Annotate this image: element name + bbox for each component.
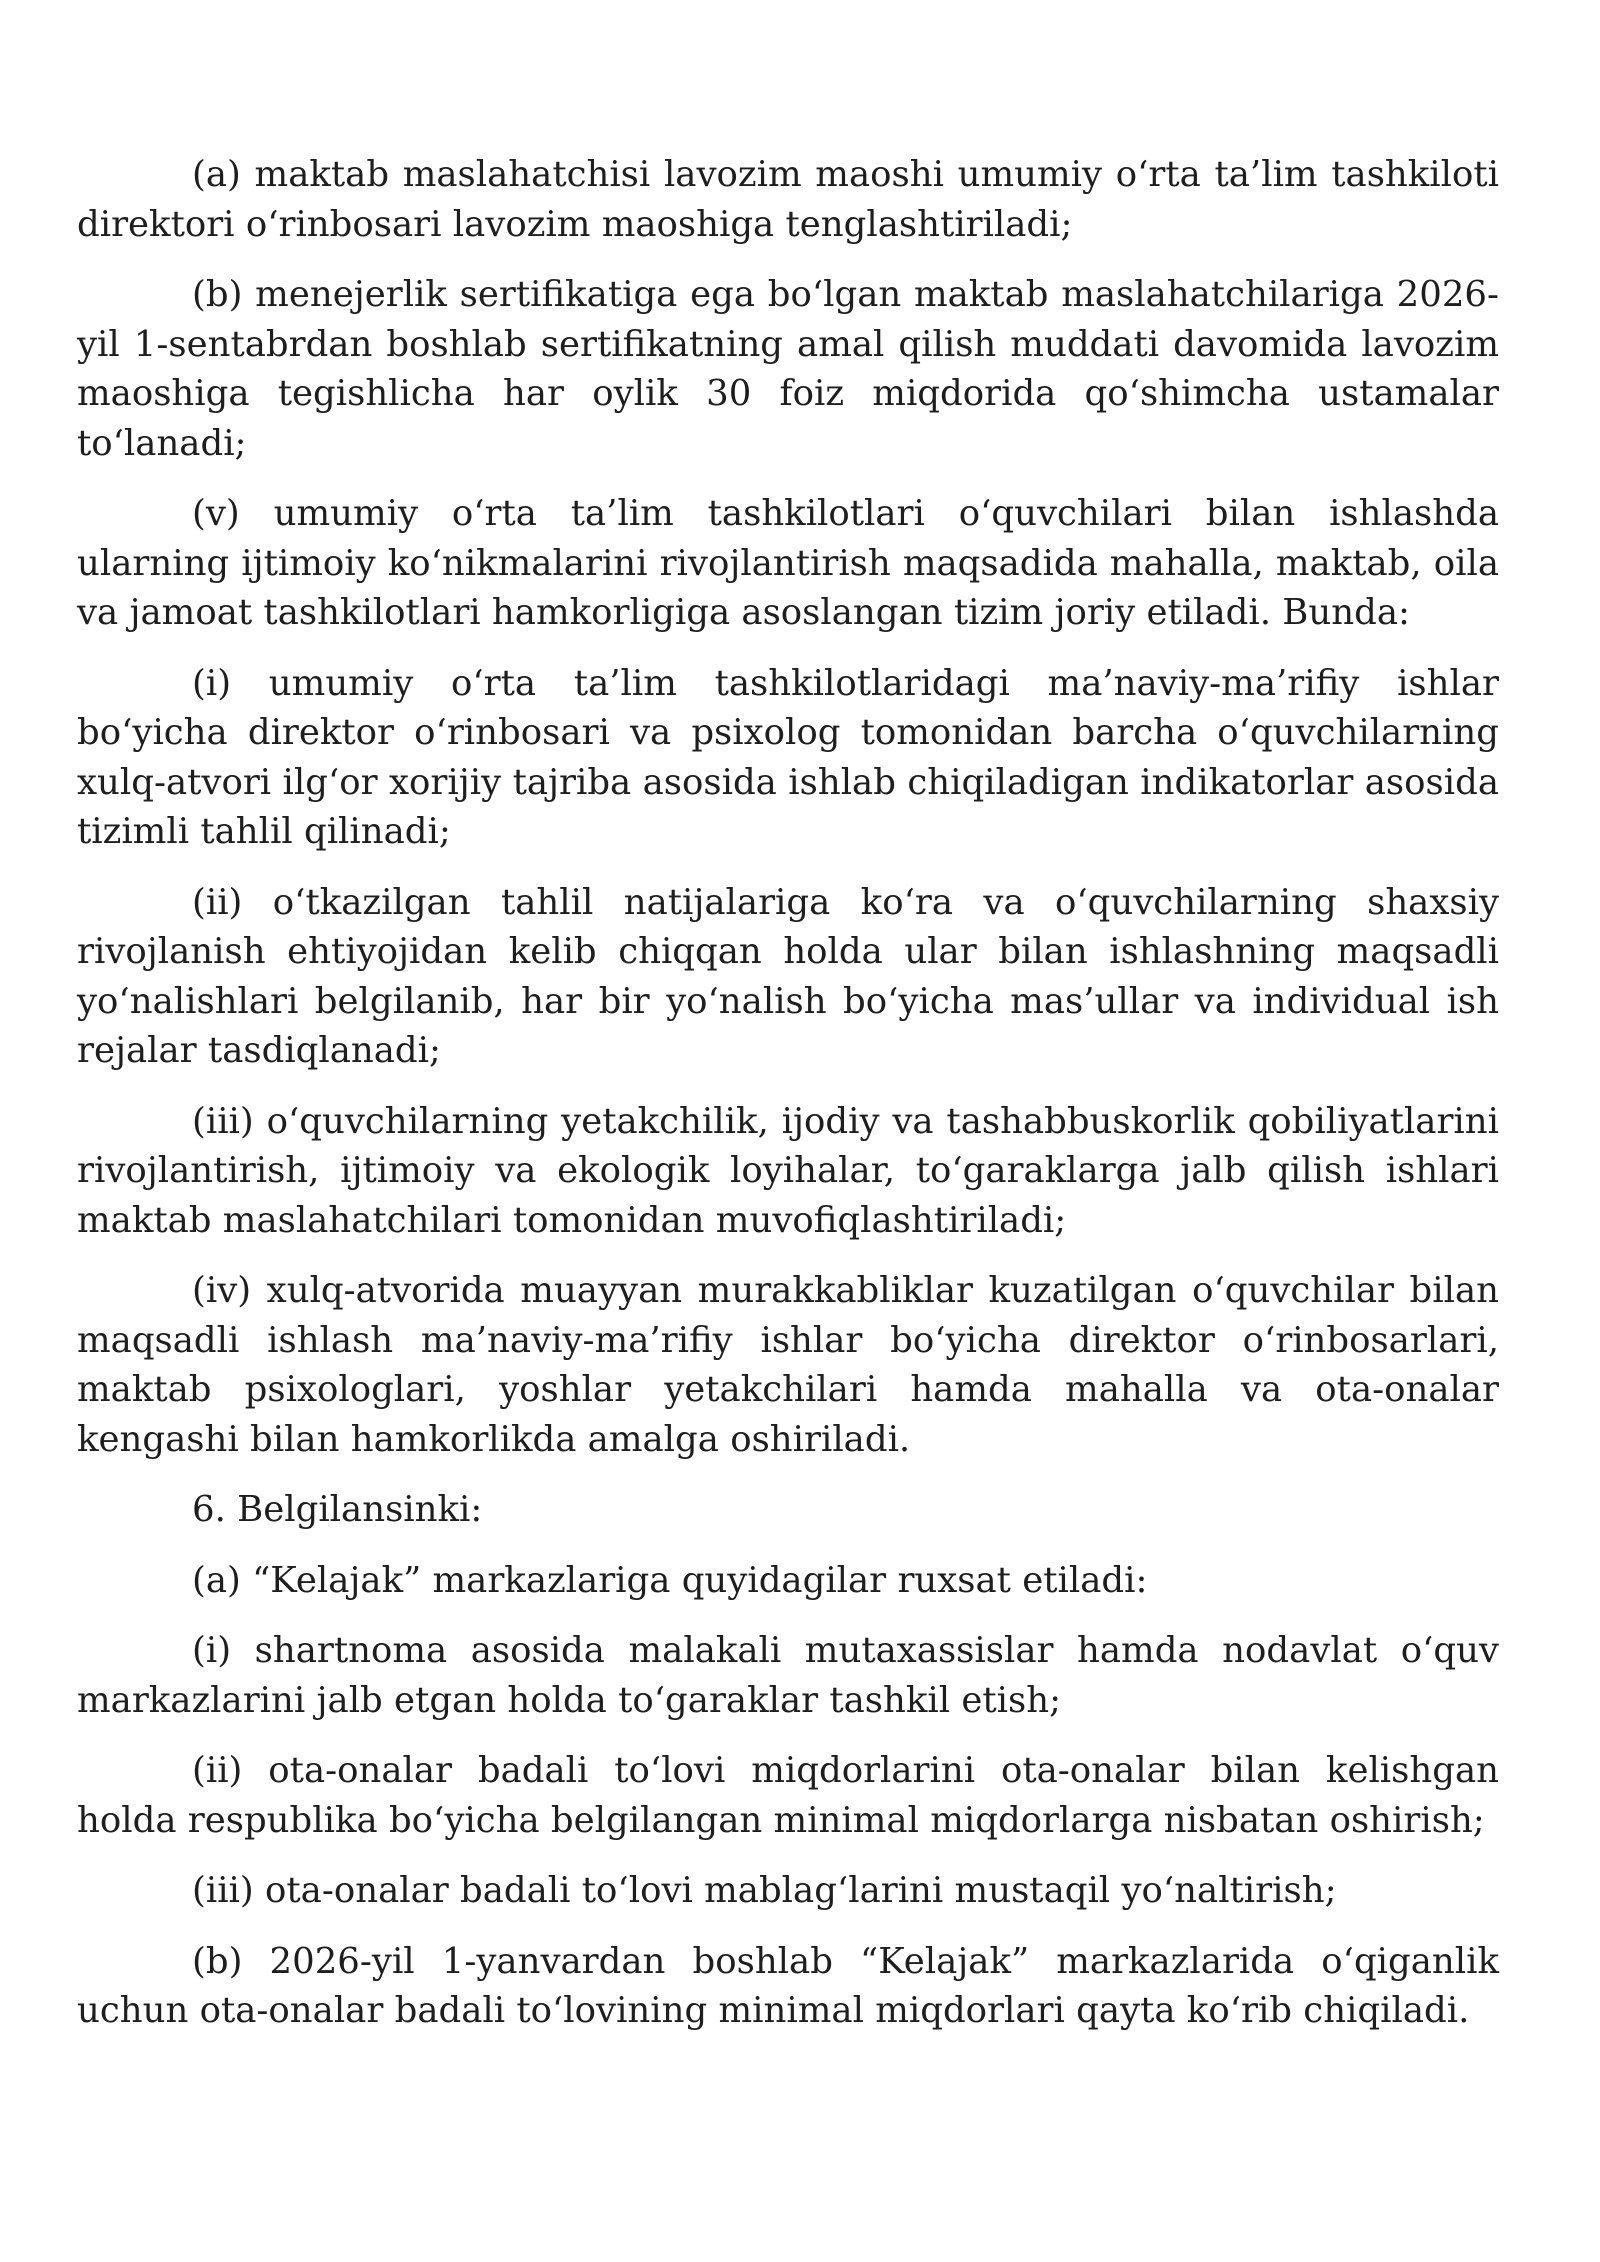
paragraph-v-i-behavior-analysis: (i) umumiy o‘rta ta’lim tashkilotlaridagi ma’naviy-ma’rifiy ishlar bo‘yicha direktor o‘rinbosari va psixolog tomonidan barcha o‘quvchilarning xulq-atvori ilg‘or xorijiy tajriba asosida ishlab chiqiladigan indikatorlar asosida tizimli tahlil qilinadi; [77, 662, 1499, 852]
paragraph-6a-iii-fee-allocation: (iii) ota-onalar badali to‘lovi mablag‘larini mustaqil yo‘naltirish; [192, 1870, 1337, 1911]
paragraph-6a-ii-parent-fees: (ii) ota-onalar badali to‘lovi miqdorlarini ota-onalar bilan kelishgan holda respublika bo‘yicha belgilangan minimal miqdorlarga nisbatan oshirish; [77, 1750, 1499, 1841]
paragraph-a-counselor-salary: (a) maktab maslahatchisi lavozim maoshi umumiy o‘rta ta’lim tashkiloti direktori o‘rinbosari lavozim maoshiga tenglashtiriladi; [77, 154, 1499, 245]
paragraph-6b-fee-review: (b) 2026-yil 1-yanvardan boshlab “Kelajak” markazlarida o‘qiganlik uchun ota-onalar badali to‘lovining minimal miqdorlari qayta ko‘rib chiqiladi. [77, 1940, 1499, 2031]
section-6-heading: 6. Belgilansinki: [192, 1489, 483, 1530]
paragraph-6a-kelajak-permissions: (a) “Kelajak” markazlariga quyidagilar ruxsat etiladi: [192, 1559, 1148, 1601]
paragraph-v-ii-development-directions: (ii) o‘tkazilgan tahlil natijalariga ko‘ra va o‘quvchilarning shaxsiy rivojlanish ehtiyojidan kelib chiqqan holda ular bilan ishlashning maqsadli yo‘nalishlari belgilanib, har bir yo‘nalish bo‘yicha mas’ullar va individual ish rejalar tasdiqlanadi; [77, 881, 1499, 1071]
paragraph-6a-i-clubs: (i) shartnoma asosida malakali mutaxassislar hamda nodavlat o‘quv markazlarini jalb etgan holda to‘garaklar tashkil etish; [77, 1630, 1499, 1721]
paragraph-b-certificate-bonus: (b) menejerlik sertifikatiga ega bo‘lgan maktab maslahatchilariga 2026-yil 1-sentabrdan boshlab sertifikatning amal qilish muddati davomida lavozim maoshiga tegishlicha har oylik 30 foiz miqdorida qo‘shimcha ustamalar to‘lanadi; [77, 274, 1499, 464]
paragraph-v-social-skills-system: (v) umumiy o‘rta ta’lim tashkilotlari o‘quvchilari bilan ishlashda ularning ijtimoiy ko‘nikmalarini rivojlantirish maqsadida mahalla, maktab, oila va jamoat tashkilotlari hamkorligiga asoslangan tizim joriy etiladi. Bunda: [77, 493, 1499, 633]
paragraph-v-iii-leadership-skills: (iii) o‘quvchilarning yetakchilik, ijodiy va tashabbuskorlik qobiliyatlarini rivojlantirish, ijtimoiy va ekologik loyihalar, to‘garaklarga jalb qilish ishlari maktab maslahatchilari tomonidan muvofiqlashtiriladi; [77, 1100, 1499, 1241]
paragraph-v-iv-targeted-work: (iv) xulq-atvorida muayyan murakkabliklar kuzatilgan o‘quvchilar bilan maqsadli ishlash ma’naviy-ma’rifiy ishlar bo‘yicha direktor o‘rinbosarlari, maktab psixologlari, yoshlar yetakchilari hamda mahalla va ota-onalar kengashi bilan hamkorlikda amalga oshiriladi. [77, 1270, 1499, 1460]
document-body [77, 150, 1499, 2057]
